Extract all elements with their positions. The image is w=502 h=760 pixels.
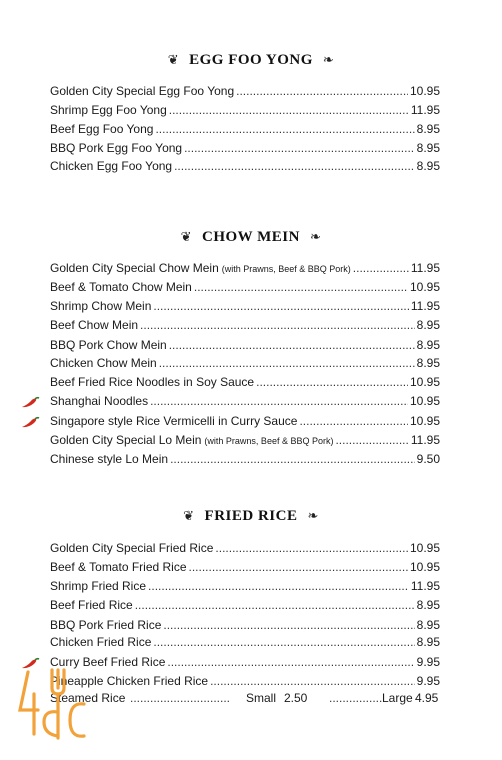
menu-item-price: 10.95 [409, 560, 440, 574]
dot-leader [236, 84, 408, 98]
menu-item-name: Golden City Special Chow Mein [50, 261, 219, 275]
restaurant-logo-icon [14, 664, 94, 750]
section-title-fried-rice: ❦ FRIED RICE ❧ [183, 508, 319, 524]
dot-leader [148, 579, 409, 593]
dot-leader [189, 560, 408, 574]
section-title-chow-mein: ❦ CHOW MEIN ❧ [180, 229, 322, 245]
menu-item-price: 8.95 [416, 618, 440, 632]
menu-item-price: 8.95 [416, 318, 440, 332]
menu-item [50, 280, 440, 297]
menu-item [50, 84, 440, 101]
dot-leader [299, 414, 408, 428]
dot-leader [167, 655, 414, 669]
menu-item-name: Beef & Tomato Chow Mein [50, 280, 192, 294]
menu-item-price: 9.95 [416, 655, 440, 669]
dot-leader [256, 375, 408, 389]
dot-leader [335, 433, 408, 447]
menu-item-price: 10.95 [409, 84, 440, 98]
section-title-egg-foo-yong: ❦ EGG FOO YONG ❧ [167, 52, 335, 68]
ornament-icon: ❧ [307, 509, 319, 524]
menu-item [50, 338, 440, 355]
menu-item-name: Chicken Fried Rice [50, 635, 152, 649]
dot-leader [210, 674, 415, 688]
menu-item [50, 394, 440, 411]
menu-item-name: Singapore style Rice Vermicelli in Curry Sauce [50, 414, 298, 428]
dot-leader: .............................. [130, 691, 231, 705]
menu-item-price: 8.95 [416, 122, 440, 136]
menu-item [50, 159, 440, 176]
dot-leader: ................ [329, 691, 383, 705]
menu-item-price: 11.95 [410, 579, 440, 593]
menu-item-name: Shrimp Chow Mein [50, 299, 152, 313]
dot-leader [159, 356, 415, 370]
menu-item [50, 579, 440, 596]
menu-item-name: Golden City Special Lo Mein [50, 433, 202, 447]
menu-item-note: (with Prawns, Beef & BBQ Pork) [204, 436, 334, 446]
menu-item-note: (with Prawns, Beef & BBQ Pork) [221, 264, 351, 274]
menu-item-name: Chinese style Lo Mein [50, 452, 169, 466]
ornament-icon: ❦ [167, 53, 180, 68]
dot-leader [215, 541, 408, 555]
menu-item-price: 11.95 [410, 103, 440, 117]
chili-pepper-icon [19, 396, 41, 410]
menu-item-name: Shanghai Noodles [50, 394, 149, 408]
menu-item-price: 10.95 [409, 414, 440, 428]
menu-item-name: BBQ Pork Fried Rice [50, 618, 162, 632]
ornament-icon: ❦ [183, 509, 195, 524]
menu-item-price: 8.95 [416, 635, 440, 649]
chili-pepper-icon [19, 416, 41, 430]
menu-item-name: BBQ Pork Chow Mein [50, 338, 167, 352]
menu-item-name: Golden City Special Egg Foo Yong [50, 84, 235, 98]
menu-item-price: 10.95 [409, 375, 440, 389]
menu-item [50, 655, 440, 672]
menu-item [50, 122, 440, 139]
menu-item-name: Curry Beef Fried Rice [50, 655, 166, 669]
menu-item-price: 11.95 [410, 433, 440, 447]
dot-leader [194, 280, 408, 294]
dot-leader [169, 103, 409, 117]
ornament-icon: ❧ [322, 53, 335, 68]
dot-leader [169, 338, 415, 352]
menu-item-name: Chicken Chow Mein [50, 356, 157, 370]
menu-item [50, 635, 440, 652]
dot-leader [353, 261, 409, 275]
dot-leader [163, 618, 414, 632]
menu-item [50, 356, 440, 373]
menu-item [50, 141, 440, 158]
dot-leader [153, 299, 408, 313]
menu-item-price: 8.95 [416, 338, 440, 352]
dot-leader [155, 122, 414, 136]
menu-item-name: Chicken Egg Foo Yong [50, 159, 173, 173]
menu-item [50, 103, 440, 120]
menu-item-name: Beef Fried Rice [50, 598, 133, 612]
dot-leader [174, 159, 415, 173]
menu-item-price: 9.95 [416, 674, 440, 688]
menu-item [50, 433, 440, 450]
menu-item [50, 318, 440, 335]
menu-item [50, 299, 440, 316]
menu-item [50, 414, 440, 431]
menu-item-price: 10.95 [409, 280, 440, 294]
menu-item-price: 9.50 [416, 452, 440, 466]
menu-item [50, 375, 440, 392]
dot-leader [170, 452, 415, 466]
small-price: 2.50 [284, 691, 308, 705]
dot-leader [135, 598, 415, 612]
menu-item-name: Beef Fried Rice Noodles in Soy Sauce [50, 375, 255, 389]
menu-item [50, 541, 440, 558]
menu-item-price: 8.95 [416, 598, 440, 612]
steamed-rice-row [50, 691, 440, 708]
menu-item-name: Pineapple Chicken Fried Rice [50, 674, 209, 688]
menu-item-price: 10.95 [409, 541, 440, 555]
menu-item-name: Golden City Special Fried Rice [50, 541, 214, 555]
menu-item-price: 11.95 [410, 261, 440, 275]
menu-item [50, 261, 440, 278]
menu-item-price: 8.95 [416, 141, 440, 155]
menu-item-price: 8.95 [416, 159, 440, 173]
menu-item-name: Shrimp Egg Foo Yong [50, 103, 167, 117]
dot-leader [184, 141, 415, 155]
dot-leader [153, 635, 414, 649]
menu-item-name: Beef & Tomato Fried Rice [50, 560, 187, 574]
menu-item-name: BBQ Pork Egg Foo Yong [50, 141, 183, 155]
menu-item-price: 11.95 [410, 299, 440, 313]
menu-item [50, 674, 440, 691]
menu-item-name: Beef Egg Foo Yong [50, 122, 154, 136]
menu-item [50, 618, 440, 635]
menu-item-name: Shrimp Fried Rice [50, 579, 147, 593]
dot-leader [150, 394, 408, 408]
large-label: Large [382, 691, 413, 705]
ornament-icon: ❧ [309, 230, 322, 245]
small-label: Small [246, 691, 277, 705]
dot-leader [140, 318, 415, 332]
menu-item-price: 8.95 [416, 356, 440, 370]
menu-item-name: Steamed Rice [50, 691, 126, 705]
large-price: 4.95 [415, 691, 439, 705]
menu-item [50, 560, 440, 577]
menu-item [50, 598, 440, 615]
menu-item [50, 452, 440, 469]
menu-item-name: Beef Chow Mein [50, 318, 139, 332]
menu-item-price: 10.95 [409, 394, 440, 408]
ornament-icon: ❦ [180, 230, 192, 245]
